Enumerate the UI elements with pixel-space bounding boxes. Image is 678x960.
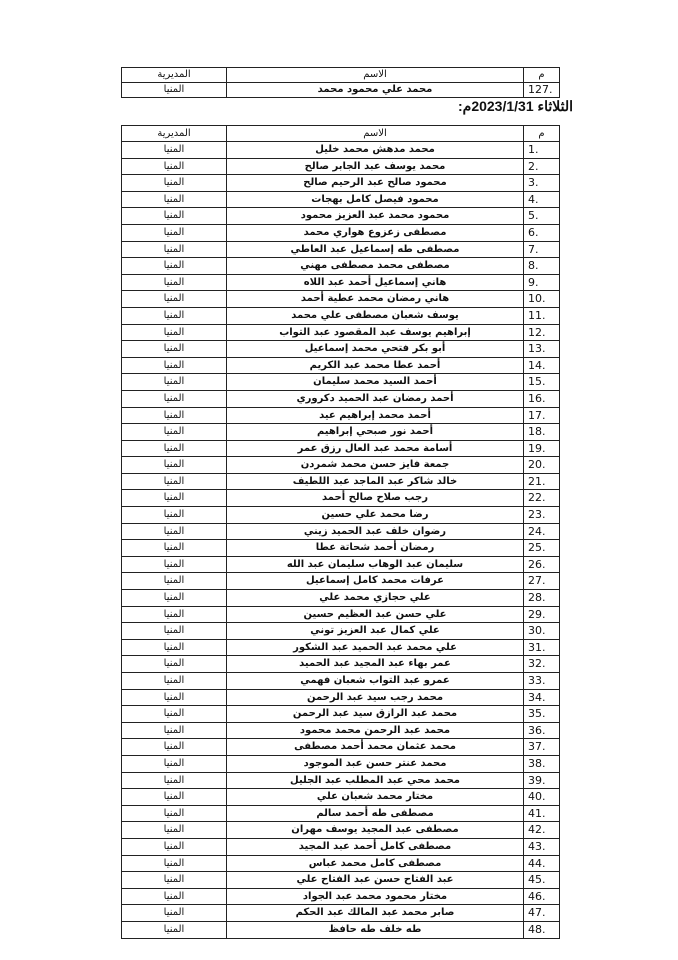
number-cell: 30. xyxy=(524,623,560,640)
number-cell: 23. xyxy=(524,507,560,524)
name-cell: علي حجازي محمد علي xyxy=(227,590,524,607)
directorate-cell: المنيا xyxy=(122,274,227,291)
name-cell: مختار محمد شعبان علي xyxy=(227,789,524,806)
directorate-cell: المنيا xyxy=(122,158,227,175)
directorate-cell: المنيا xyxy=(122,739,227,756)
directorate-cell: المنيا xyxy=(122,888,227,905)
table-row xyxy=(122,523,560,540)
number-cell: 5. xyxy=(524,208,560,225)
number-cell: 1. xyxy=(524,142,560,159)
name-cell: محمود محمد عبد العزيز محمود xyxy=(227,208,524,225)
number-cell: 26. xyxy=(524,556,560,573)
directorate-cell: المنيا xyxy=(122,191,227,208)
previous-list-table xyxy=(121,67,560,98)
name-cell: رمضان أحمد شحاتة عطا xyxy=(227,540,524,557)
name-cell: محمد عبد الرازق سيد عبد الرحمن xyxy=(227,706,524,723)
table-row xyxy=(122,540,560,557)
number-cell: 21. xyxy=(524,473,560,490)
table-row xyxy=(122,241,560,258)
number-cell: 17. xyxy=(524,407,560,424)
name-cell: أحمد نور صبحي إبراهيم xyxy=(227,424,524,441)
table-row xyxy=(122,357,560,374)
table-row xyxy=(122,374,560,391)
directorate-cell: المنيا xyxy=(122,573,227,590)
number-cell: 12. xyxy=(524,324,560,341)
number-cell: 25. xyxy=(524,540,560,557)
number-cell: 31. xyxy=(524,639,560,656)
number-cell: 18. xyxy=(524,424,560,441)
directorate-cell: المنيا xyxy=(122,921,227,938)
table-row xyxy=(122,673,560,690)
name-cell: محمد مدهش محمد خليل xyxy=(227,142,524,159)
table-row xyxy=(122,556,560,573)
name-cell: علي محمد عبد الحميد عبد الشكور xyxy=(227,639,524,656)
number-cell: 29. xyxy=(524,606,560,623)
directorate-cell: المنيا xyxy=(122,872,227,889)
name-cell: محمد عثمان محمد أحمد مصطفى xyxy=(227,739,524,756)
table-row xyxy=(122,888,560,905)
number-cell: 9. xyxy=(524,274,560,291)
directorate-cell: المنيا xyxy=(122,324,227,341)
table-row xyxy=(122,855,560,872)
name-cell: صابر محمد عبد المالك عبد الحكم xyxy=(227,905,524,922)
directorate-cell: المنيا xyxy=(122,656,227,673)
directorate-cell: المنيا xyxy=(122,523,227,540)
table-header-row xyxy=(122,68,560,83)
directorate-cell: المنيا xyxy=(122,241,227,258)
table-row xyxy=(122,789,560,806)
name-cell: محمد رجب سيد عبد الرحمن xyxy=(227,689,524,706)
directorate-cell: المنيا xyxy=(122,407,227,424)
name-cell: محمد عبد الرحمن محمد محمود xyxy=(227,722,524,739)
directorate-cell: المنيا xyxy=(122,390,227,407)
name-cell: محمود صالح عبد الرحيم صالح xyxy=(227,175,524,192)
table-row xyxy=(122,224,560,241)
table-row xyxy=(122,722,560,739)
number-cell: 46. xyxy=(524,888,560,905)
number-cell: 6. xyxy=(524,224,560,241)
table-row xyxy=(122,324,560,341)
number-cell: 44. xyxy=(524,855,560,872)
name-cell: هاني رمضان محمد عطية أحمد xyxy=(227,291,524,308)
number-cell: 11. xyxy=(524,307,560,324)
number-cell: 127. xyxy=(524,83,560,98)
table-row xyxy=(122,805,560,822)
table-row xyxy=(122,407,560,424)
number-cell: 24. xyxy=(524,523,560,540)
name-cell: عمر بهاء عبد المجيد عبد الحميد xyxy=(227,656,524,673)
table-row xyxy=(122,341,560,358)
table-row xyxy=(122,307,560,324)
table-row xyxy=(122,507,560,524)
number-cell: 3. xyxy=(524,175,560,192)
number-cell: 13. xyxy=(524,341,560,358)
number-cell: 19. xyxy=(524,440,560,457)
name-cell: مصطفى محمد مصطفى مهني xyxy=(227,258,524,275)
table-header-row xyxy=(122,126,560,142)
number-cell: 15. xyxy=(524,374,560,391)
directorate-cell: المنيا xyxy=(122,905,227,922)
table-row xyxy=(122,921,560,938)
directorate-cell: المنيا xyxy=(122,606,227,623)
table-row xyxy=(122,739,560,756)
directorate-cell: المنيا xyxy=(122,789,227,806)
name-cell: عرفات محمد كامل إسماعيل xyxy=(227,573,524,590)
directorate-cell: المنيا xyxy=(122,755,227,772)
name-cell: أبو بكر فتحي محمد إسماعيل xyxy=(227,341,524,358)
header-number: م xyxy=(524,126,560,142)
name-cell: أحمد عطا محمد عبد الكريم xyxy=(227,357,524,374)
name-cell: مصطفى كامل أحمد عبد المجيد xyxy=(227,838,524,855)
directorate-cell: المنيا xyxy=(122,142,227,159)
table-row xyxy=(122,623,560,640)
name-cell: محمد علي محمود محمد xyxy=(227,83,524,98)
directorate-cell: المنيا xyxy=(122,722,227,739)
table-row xyxy=(122,656,560,673)
table-row xyxy=(122,772,560,789)
number-cell: 35. xyxy=(524,706,560,723)
directorate-cell: المنيا xyxy=(122,673,227,690)
header-directorate: المديرية xyxy=(122,68,227,83)
table-row xyxy=(122,258,560,275)
directorate-cell: المنيا xyxy=(122,490,227,507)
name-cell: عمرو عبد التواب شعبان فهمي xyxy=(227,673,524,690)
number-cell: 28. xyxy=(524,590,560,607)
name-cell: أحمد رمضان عبد الحميد دكروري xyxy=(227,390,524,407)
table-row xyxy=(122,208,560,225)
name-cell: مصطفى عبد المجيد يوسف مهران xyxy=(227,822,524,839)
directorate-cell: المنيا xyxy=(122,357,227,374)
number-cell: 38. xyxy=(524,755,560,772)
number-cell: 8. xyxy=(524,258,560,275)
number-cell: 16. xyxy=(524,390,560,407)
names-table xyxy=(121,125,560,939)
table-row xyxy=(122,755,560,772)
number-cell: 22. xyxy=(524,490,560,507)
name-cell: مختار محمود محمد عبد الجواد xyxy=(227,888,524,905)
directorate-cell: المنيا xyxy=(122,556,227,573)
number-cell: 2. xyxy=(524,158,560,175)
table-row xyxy=(122,573,560,590)
number-cell: 36. xyxy=(524,722,560,739)
table-row xyxy=(122,142,560,159)
table-row xyxy=(122,83,560,98)
directorate-cell: المنيا xyxy=(122,374,227,391)
directorate-cell: المنيا xyxy=(122,689,227,706)
table-row xyxy=(122,838,560,855)
directorate-cell: المنيا xyxy=(122,83,227,98)
directorate-cell: المنيا xyxy=(122,706,227,723)
number-cell: 10. xyxy=(524,291,560,308)
directorate-cell: المنيا xyxy=(122,307,227,324)
number-cell: 34. xyxy=(524,689,560,706)
directorate-cell: المنيا xyxy=(122,473,227,490)
number-cell: 42. xyxy=(524,822,560,839)
number-cell: 47. xyxy=(524,905,560,922)
number-cell: 37. xyxy=(524,739,560,756)
table-row xyxy=(122,689,560,706)
name-cell: جمعة فايز حسن محمد شمردن xyxy=(227,457,524,474)
name-cell: مصطفى زعزوع هواري محمد xyxy=(227,224,524,241)
table-row xyxy=(122,457,560,474)
table-row xyxy=(122,905,560,922)
table-row xyxy=(122,473,560,490)
directorate-cell: المنيا xyxy=(122,838,227,855)
number-cell: 39. xyxy=(524,772,560,789)
number-cell: 43. xyxy=(524,838,560,855)
header-name: الاسم xyxy=(227,126,524,142)
directorate-cell: المنيا xyxy=(122,590,227,607)
table-row xyxy=(122,606,560,623)
name-cell: علي حسن عبد العظيم حسين xyxy=(227,606,524,623)
number-cell: 7. xyxy=(524,241,560,258)
number-cell: 4. xyxy=(524,191,560,208)
name-cell: محمد عنتر حسن عبد الموجود xyxy=(227,755,524,772)
directorate-cell: المنيا xyxy=(122,224,227,241)
header-directorate: المديرية xyxy=(122,126,227,142)
name-cell: إبراهيم يوسف عبد المقصود عبد التواب xyxy=(227,324,524,341)
directorate-cell: المنيا xyxy=(122,540,227,557)
name-cell: سليمان عبد الوهاب سليمان عبد الله xyxy=(227,556,524,573)
directorate-cell: المنيا xyxy=(122,208,227,225)
number-cell: 20. xyxy=(524,457,560,474)
directorate-cell: المنيا xyxy=(122,175,227,192)
name-cell: هاني إسماعيل أحمد عبد اللاه xyxy=(227,274,524,291)
table-row xyxy=(122,872,560,889)
name-cell: محمد محي عبد المطلب عبد الجليل xyxy=(227,772,524,789)
name-cell: خالد شاكر عبد الماجد عبد اللطيف xyxy=(227,473,524,490)
number-cell: 41. xyxy=(524,805,560,822)
name-cell: رضوان خلف عبد الحميد زيني xyxy=(227,523,524,540)
directorate-cell: المنيا xyxy=(122,805,227,822)
name-cell: رجب صلاح صالح أحمد xyxy=(227,490,524,507)
number-cell: 27. xyxy=(524,573,560,590)
directorate-cell: المنيا xyxy=(122,341,227,358)
table-row xyxy=(122,706,560,723)
directorate-cell: المنيا xyxy=(122,639,227,656)
table-row xyxy=(122,158,560,175)
directorate-cell: المنيا xyxy=(122,258,227,275)
name-cell: محمود فيصل كامل بهجات xyxy=(227,191,524,208)
date-heading: الثلاثاء 2023/1/31م: xyxy=(457,98,573,114)
directorate-cell: المنيا xyxy=(122,424,227,441)
table-row xyxy=(122,424,560,441)
table-row xyxy=(122,639,560,656)
directorate-cell: المنيا xyxy=(122,772,227,789)
table-row xyxy=(122,440,560,457)
table-row xyxy=(122,822,560,839)
name-cell: طه خلف طه حافظ xyxy=(227,921,524,938)
table-row xyxy=(122,175,560,192)
number-cell: 48. xyxy=(524,921,560,938)
name-cell: مصطفى طه إسماعيل عبد العاطي xyxy=(227,241,524,258)
directorate-cell: المنيا xyxy=(122,623,227,640)
directorate-cell: المنيا xyxy=(122,855,227,872)
table-row xyxy=(122,274,560,291)
directorate-cell: المنيا xyxy=(122,507,227,524)
name-cell: أحمد محمد إبراهيم عيد xyxy=(227,407,524,424)
number-cell: 45. xyxy=(524,872,560,889)
number-cell: 14. xyxy=(524,357,560,374)
number-cell: 32. xyxy=(524,656,560,673)
table-row xyxy=(122,191,560,208)
header-name: الاسم xyxy=(227,68,524,83)
name-cell: علي كمال عبد العزيز توني xyxy=(227,623,524,640)
name-cell: أحمد السيد محمد سليمان xyxy=(227,374,524,391)
number-cell: 40. xyxy=(524,789,560,806)
directorate-cell: المنيا xyxy=(122,457,227,474)
table-row xyxy=(122,590,560,607)
name-cell: مصطفى طه أحمد سالم xyxy=(227,805,524,822)
name-cell: محمد يوسف عبد الجابر صالح xyxy=(227,158,524,175)
name-cell: مصطفى كامل محمد عباس xyxy=(227,855,524,872)
table-row xyxy=(122,490,560,507)
name-cell: عبد الفتاح حسن عبد الفتاح علي xyxy=(227,872,524,889)
name-cell: يوسف شعبان مصطفى علي محمد xyxy=(227,307,524,324)
table-row xyxy=(122,291,560,308)
name-cell: رضا محمد علي حسين xyxy=(227,507,524,524)
directorate-cell: المنيا xyxy=(122,822,227,839)
header-number: م xyxy=(524,68,560,83)
directorate-cell: المنيا xyxy=(122,440,227,457)
name-cell: أسامة محمد عبد العال رزق عمر xyxy=(227,440,524,457)
table-row xyxy=(122,390,560,407)
directorate-cell: المنيا xyxy=(122,291,227,308)
number-cell: 33. xyxy=(524,673,560,690)
